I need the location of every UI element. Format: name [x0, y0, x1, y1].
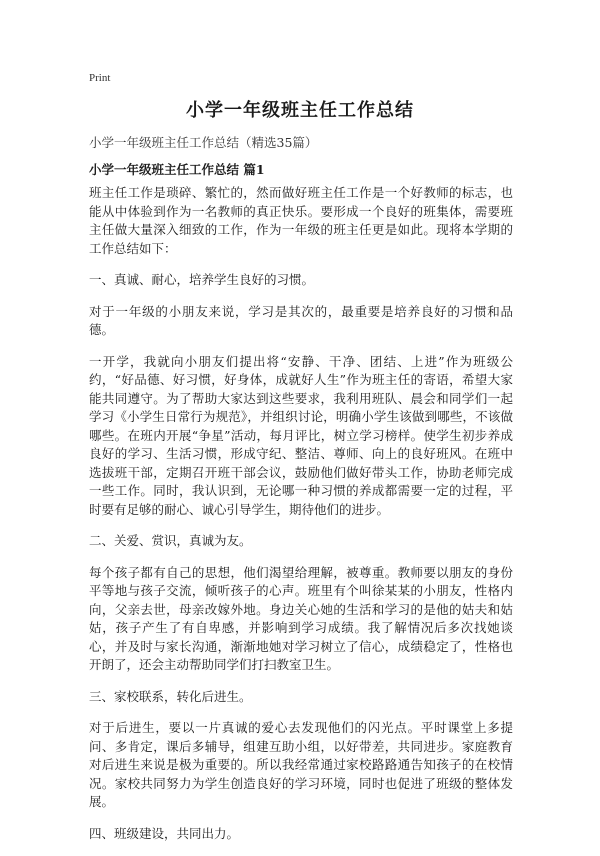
paragraph-heading-3: 三、家校联系，转化后进生。 [89, 688, 252, 704]
paragraph-heading-4: 四、班级建设，共同出力。 [89, 825, 240, 841]
paragraph-intro: 班主任工作是琐碎、繁忙的，然而做好班主任工作是一个好教师的标志，也能从中体验到作为一名教师的真正快乐。要形成一个良好的班集体，需要班主任做大量深入细致的工作，作为一年级的班主任更是如此。现将本学期的工作总结如下： [89, 185, 513, 256]
paragraph: 对于一年级的小朋友来说，学习是其次的，最重要是培养良好的习惯和品德。 [89, 303, 513, 337]
paragraph-heading-2: 二、关爱、赏识，真诚为友。 [89, 533, 252, 548]
paragraph-heading-1: 一、真诚、耐心，培养学生良好的习惯。 [89, 272, 315, 287]
section-heading: 小学一年级班主任工作总结 篇1 [89, 162, 265, 177]
paragraph: 一开学，我就向小朋友们提出将“安静、干净、团结、上进”作为班级公约，“好品德、好习惯，好身体，成就好人生”作为班主任的寄语，希望大家能共同遵守。为了帮助大家达到这些要求，我利用班队、晨会和同学们一起学习《小学生日常行为规范》，并组织讨论，明确小学生该做到哪些，不该做哪些。在班内开展“争星”活动，每月评比，树立学习榜样。使学生初步养成良好的学习、生活习惯，形成守纪、整洁、尊师、向上的良好班风。在班中选拔班干部，定期召开班干部会议，鼓励他们做好带头工作，协助老师完成一些工作。同时，我认识到，无论哪一种习惯的养成都需要一定的过程，平时要有足够的耐心、诚心引导学生，期待他们的进步。 [89, 353, 513, 517]
document-title: 小学一年级班主任工作总结 [186, 100, 414, 121]
print-link[interactable]: Print [89, 72, 111, 84]
document-body [89, 184, 513, 856]
paragraph: 对于后进生，要以一片真诚的爱心去发现他们的闪光点。平时课堂上多提问、多肯定，课后多辅导，组建互助小组，以好带差，共同进步。家庭教育对后进生来说是极为重要的。所以我经常通过家校路路通告知孩子的在校情况。家校共同努力为学生创造良好的学习环境，同时也促进了班级的整体发展。 [89, 720, 513, 809]
document-subtitle: 小学一年级班主任工作总结（精选35篇） [89, 135, 318, 150]
paragraph: 每个孩子都有自己的思想，他们渴望给理解，被尊重。教师要以朋友的身份平等地与孩子交流，倾听孩子的心声。班里有个叫徐某某的小朋友，性格内向，父亲去世，母亲改嫁外地。身边关心她的生活和学习的是他的姑夫和姑姑，孩子产生了有自卑感，并影响到学习成绩。我了解情况后多次找她谈心，并及时与家长沟通，渐渐地她对学习树立了信心，成绩稳定了，性格也开朗了，还会主动帮助同学们打扫教室卫生。 [89, 564, 513, 672]
